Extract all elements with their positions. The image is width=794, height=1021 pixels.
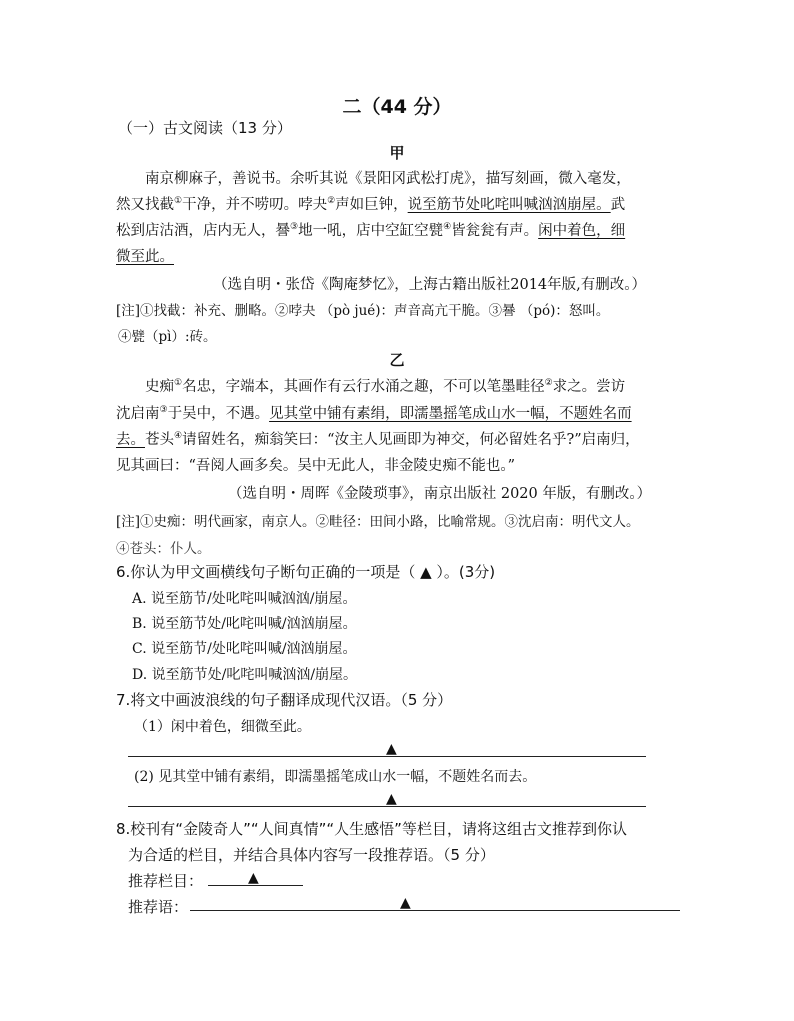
passage-a-note-1: [注]①找截：补充、删略。②哱夬 （pò jué)：声音高亢干脆。③謈 （pó)：怒叫。: [116, 303, 610, 319]
q8-stem-line-1: 8.校刊有“金陵奇人”“人间真情”“人生感悟”等栏目，请将这组古文推荐到你认: [116, 820, 627, 838]
passage-a-note-2: ④甓（pì）:砖。: [118, 329, 217, 345]
q6-option-d: D. 说至筋节处/叱咤叫喊汹汹/崩屋。: [132, 667, 358, 683]
q7-stem: 7.将文中画波浪线的句子翻译成现代汉语。（5 分）: [116, 691, 453, 709]
wavy-sentence-b-end: 去。: [116, 432, 145, 448]
passage-b-note-1: [注]①史痴：明代画家，南京人。②畦径：田间小路，比喻常规。③沈启南：明代文人。: [116, 514, 640, 530]
q6-option-b: B. 说至筋节处/叱咤叫喊/汹汹崩屋。: [132, 616, 357, 632]
q7-answer-2-line[interactable]: [128, 806, 646, 807]
section-title: 二（44 分）: [342, 96, 452, 118]
q8-column-label: 推荐栏目：: [128, 872, 204, 890]
passage-a-source: （选自明・张岱《陶庵梦忆》，上海古籍出版社2014年版,有删改。）: [213, 277, 647, 293]
q7-answer-1-mark: ▲: [386, 741, 397, 757]
underlined-sentence-a: 说至筋节处叱咤叫喊汹汹崩屋。: [407, 197, 611, 213]
passage-b-source: （选自明・周晖《金陵琐事》，南京出版社 2020 年版，有删改。）: [228, 486, 652, 502]
part1-heading: （一）古文阅读（13 分）: [118, 119, 292, 137]
wavy-sentence-b: 见其堂中铺有素绢，即濡墨摇笔成山水一幅，不题姓名而: [269, 406, 632, 422]
passage-a-line-3: 松到店沽酒，店内无人，謈③地一吼，店中空缸空甓④皆瓮瓮有声。闲中着色，细: [116, 222, 626, 239]
wavy-sentence-a-end: 微至此。: [116, 249, 174, 265]
passage-b-line-2: 沈启南③于吴中，不遇。见其堂中铺有素绢，即濡墨摇笔成山水一幅，不题姓名而: [116, 405, 632, 422]
q7-answer-1-line[interactable]: [128, 756, 646, 757]
passage-b-line-3: 去。苍头④请留姓名，痴翁笑曰：“汝主人见画即为神交，何必留姓名乎?”启南归，: [116, 431, 640, 448]
q7-answer-2-mark: ▲: [386, 791, 397, 807]
q6-option-a: A. 说至筋节/处叱咤叫喊汹汹/崩屋。: [132, 591, 357, 607]
q7-sentence-1: （1）闲中着色，细微至此。: [134, 719, 311, 735]
q8-stem-line-2: 为合适的栏目，并结合具体内容写一段推荐语。（5 分）: [128, 846, 495, 864]
q8-text-mark: ▲: [400, 895, 411, 911]
passage-b-note-2: ④苍头：仆人。: [116, 541, 211, 557]
q7-sentence-2: (2) 见其堂中铺有素绢，即濡墨摇笔成山水一幅，不题姓名而去。: [134, 769, 537, 785]
q6-stem: 6.你认为甲文画横线句子断句正确的一项是（ ▲ ）。(3分): [116, 563, 496, 581]
passage-b-label: 乙: [389, 351, 405, 369]
q8-text-label: 推荐语：: [128, 898, 189, 916]
q8-column-answer-line[interactable]: [208, 885, 303, 886]
passage-a-line-2: 然又找截①干净，并不唠叨。哱夬②声如巨钟，说至筋节处叱咤叫喊汹汹崩屋。武: [116, 196, 626, 213]
q6-option-c: C. 说至筋节/处叱咤叫喊/汹汹崩屋。: [132, 641, 357, 657]
q8-column-mark: ▲: [248, 870, 259, 886]
passage-a-label: 甲: [389, 144, 405, 162]
passage-a-line-1: 南京柳麻子，善说书。余听其说《景阳冈武松打虎》，描写刻画，微入毫发，: [145, 171, 631, 187]
passage-b-line-1: 史痴①名忠，字端本，其画作有云行水涌之趣，不可以笔墨畦径②求之。尝访: [145, 378, 626, 395]
passage-b-line-4: 见其画曰：“吾阅人画多矣。吴中无此人，非金陵史痴不能也。”: [116, 458, 516, 474]
q8-text-answer-line[interactable]: [190, 910, 680, 911]
wavy-sentence-a: 闲中着色，细: [538, 223, 626, 239]
passage-a-line-4: [116, 244, 174, 270]
